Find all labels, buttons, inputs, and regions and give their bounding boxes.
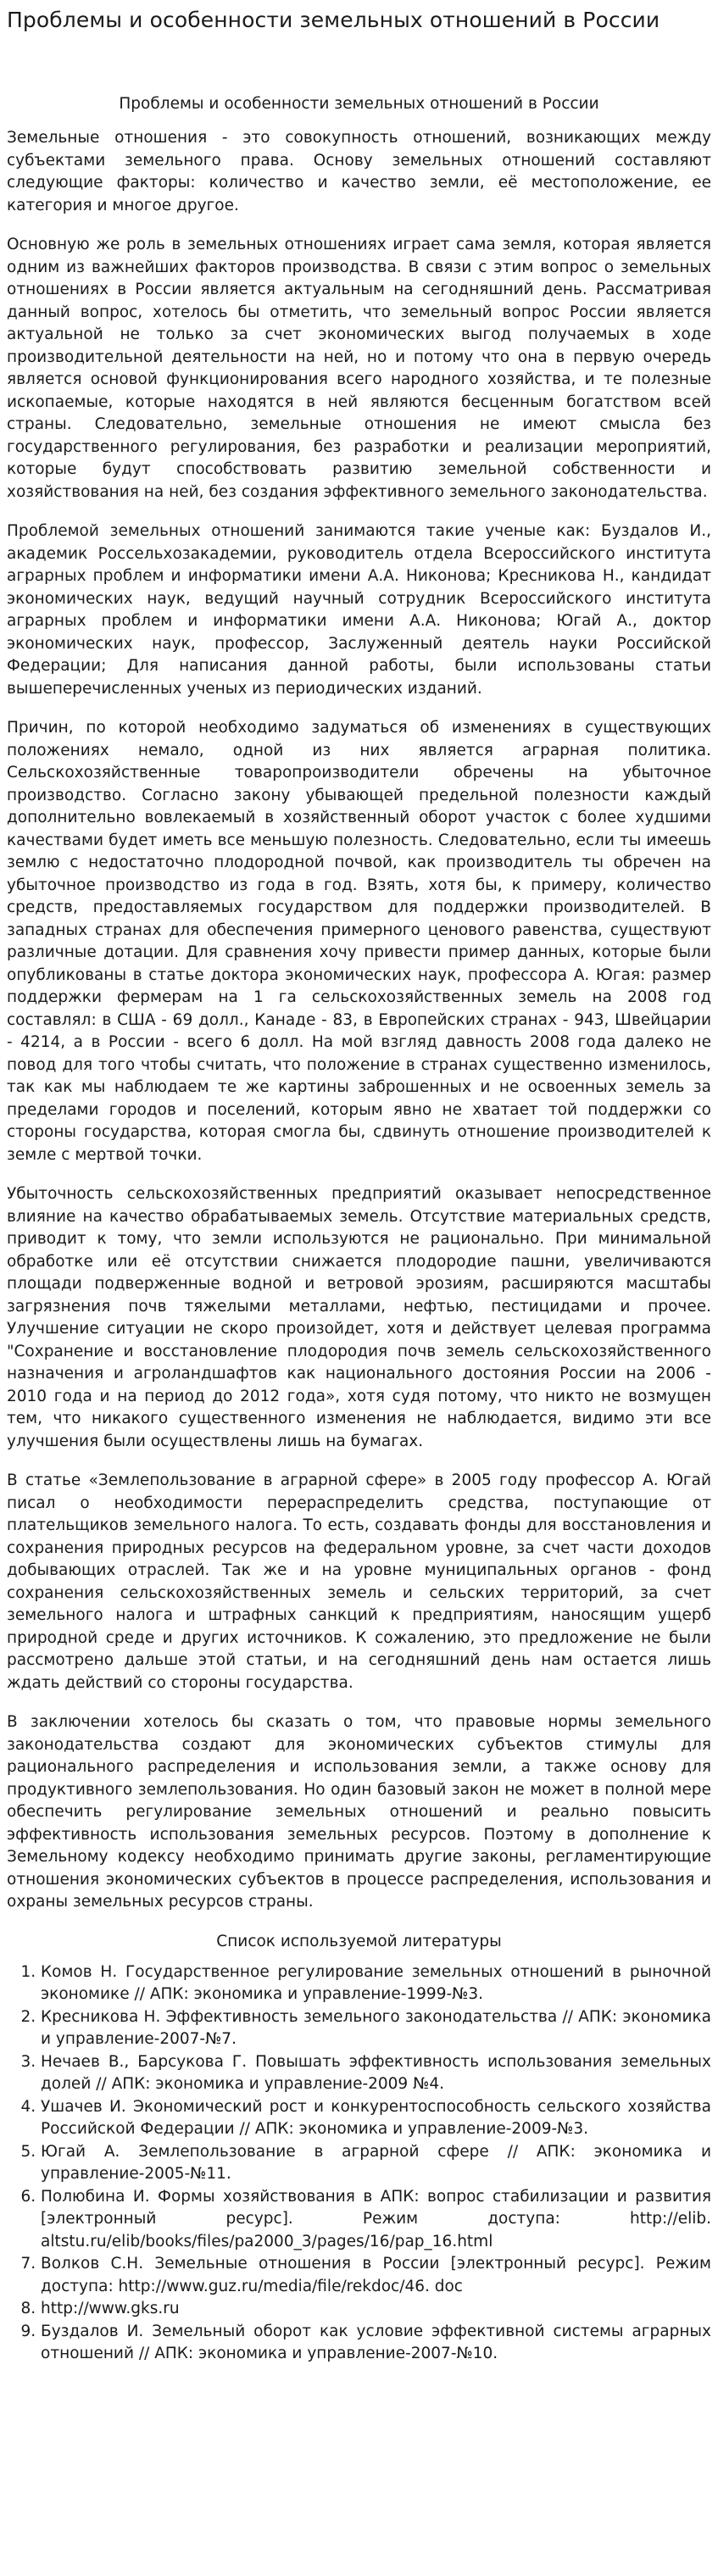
paragraph-land-tax: В статье «Землепользование в аграрной сфере» в 2005 году профессор А. Югай писал о необходимости перераспределить средства, поступающие от плательщиков земельного налога. То есть, создавать фонды для восстановления и сохранения природных ресурсов на федеральном уровне, за счет части доходов добывающих отраслей. Так же и на уровне муниципальных органов - фонд сохранения сельскохозяйственных земель и сельских территорий, за счет земельного налога и штрафных санкций к предприятиям, наносящим ущерб природной среде и других источников. К сожалению, это предложение не были рассмотрено дальше этой статьи, и на сегодняшний день нам остается лишь ждать действий со стороны государства. <box>7 1472 711 1692</box>
page-title: Проблемы и особенности земельных отношений в России <box>7 8 660 32</box>
reference-item: 3. Нечаев В., Барсукова Г. Повышать эффективность использования земельных долей // АПК: экономика и управление-2009 №4. <box>41 2051 711 2096</box>
page-header <box>0 0 718 58</box>
paragraph-definition: Земельные отношения - это совокупность отношений, возникающих между субъектами земельного права. Основу земельных отношений составляют следующие факторы: количество и качество земли, её местоположение, ее категория и многое другое. <box>7 129 711 214</box>
paragraph-role-of-land: Основную же роль в земельных отношениях играет сама земля, которая является одним из важнейших факторов производства. В связи с этим вопрос о земельных отношениях в России является актуальным на сегодняшний день. Рассматривая данный вопрос, хотелось бы отметить, что земельный вопрос России является актуальной не только за счет экономических выгод получаемых в ходе производительной деятельности на ней, но и потому что она в первую очередь является основой функционирования всего народного хозяйства, и те полезные ископаемые, которые находятся в ней являются бесценным богатством всей страны. Следовательно, земельные отношения не имеют смысла без государственного регулирования, без разработки и реализации мероприятий, которые будут способствовать развитию земельной собственности и хозяйствования на ней, без создания эффективного земельного законодательства. <box>7 236 711 501</box>
article-title: Проблемы и особенности земельных отношений в России <box>119 95 599 113</box>
paragraph-conclusion: В заключении хотелось бы сказать о том, что правовые нормы земельного законодательства создают для экономических субъектов стимулы для рационального распределения и использования земли, а также основу для продуктивного землепользования. Но один базовый закон не может в полной мере обеспечить регулирование земельных отношений и реально повысить эффективность использования земельных ресурсов. Поэтому в дополнение к Земельному кодексу необходимо принимать другие законы, регламентирующие отношения экономических субъектов в процессе распределения, использования и охраны земельных ресурсов страны. <box>7 1713 711 1911</box>
article-body <box>0 58 718 2576</box>
paragraph-agrarian-policy: Причин, по которой необходимо задуматься об изменениях в существующих положениях немало, одной из них является аграрная политика. Сельскохозяйственные товаропроизводители обречены на убыточное производство. Согласно закону убывающей предельной полезности каждый дополнительно вовлекаемый в хозяйственный оборот участок с более худшими качествами будет иметь все меньшую полезность. Следовательно, если ты имеешь землю с недостаточно плодородной почвой, как производитель ты обречен на убыточное производство из года в год. Взять, хотя бы, к примеру, количество средств, предоставляемых государством для поддержки производителей. В западных странах для обеспечения примерного ценового равенства, существуют различные дотации. Для сравнения хочу привести пример данных, которые были опубликованы в статье доктора экономических наук, профессора А. Югая: размер поддержки фермерам на 1 га сельскохозяйственных земель на 2008 год составлял: в США - 69 долл., Канаде - 83, в Европейских странах - 943, Швейцарии - 4214, а в России - всего 6 долл. На мой взгляд давность 2008 года далеко не повод для того чтобы считать, что положение в странах существенно изменилось, так как мы наблюдаем те же картины заброшенных и не освоенных земель за пределами городов и поселений, которым явно не хватает той поддержки со стороны государства, которая смогла бы, сдвинуть отношение производителей к земле с мертвой точки. <box>7 719 711 1164</box>
reference-item: 7. Волков С.Н. Земельные отношения в России [электронный ресурс]. Режим доступа: http://www.guz.ru/media/file/rekdoc/46. doc <box>41 2253 711 2298</box>
reference-item: 6. Полюбина И. Формы хозяйствования в АПК: вопрос стабилизации и развития [электронный ресурс]. Режим доступа: http://elib. altstu.ru/elib/books/files/pa2000_3/pages/16/pap_16.html <box>41 2186 711 2254</box>
reference-item: 1. Комов Н. Государственное регулирование земельных отношений в рыночной экономике // АПК: экономика и управление-1999-№3. <box>41 1961 711 2006</box>
paragraph-unprofitability: Убыточность сельскохозяйственных предприятий оказывает непосредственное влияние на качество обрабатываемых земель. Отсутствие материальных средств, приводит к тому, что земли используются не рационально. При минимальной обработке или её отсутствии снижается плодородие пашни, увеличиваются площади подверженные водной и ветровой эрозиям, расширяются масштабы загрязнения почв тяжелыми металлами, нефтью, пестицидами и прочее. Улучшение ситуации не скоро произойдет, хотя и действует целевая программа "Сохранение и восстановление плодородия почв земель сельскохозяйственного назначения и агроландшафтов как национального достояния России на 2006 - 2010 года и на период до 2012 года», хотя судя потому, что никто не возмущен тем, что никакого существенного изменения не наблюдается, видимо эти все улучшения были осуществлены лишь на бумагах. <box>7 1185 711 1450</box>
paragraph-scientists: Проблемой земельных отношений занимаются такие ученые как: Буздалов И., академик Россельхозакадемии, руководитель отдела Всероссийского института аграрных проблем и информатики имени А.А. Никонова; Кресникова Н., кандидат экономических наук, ведущий научный сотрудник Всероссийского института аграрных проблем и информатики имени А.А. Никонова; Югай А., доктор экономических наук, профессор, Заслуженный деятель науки Российской Федерации; Для написания данной работы, были использованы статьи вышеперечисленных ученых из периодических изданий. <box>7 522 711 698</box>
references-title: Список используемой литературы <box>216 1932 502 1950</box>
reference-item: 5. Югай А. Землепользование в аграрной сфере // АПК: экономика и управление-2005-№11. <box>41 2141 711 2186</box>
reference-item: 4. Ушачев И. Экономический рост и конкурентоспособность сельского хозяйства Российской Федерации // АПК: экономика и управление-2009-№3. <box>41 2096 711 2141</box>
references-list <box>7 1961 711 2366</box>
reference-item: 9. Буздалов И. Земельный оборот как условие эффективной системы аграрных отношений // АПК: экономика и управление-2007-№10. <box>41 2321 711 2366</box>
reference-item: 8. http://www.gks.ru <box>41 2298 711 2321</box>
reference-item: 2. Кресникова Н. Эффективность земельного законодательства // АПК: экономика и управление-2007-№7. <box>41 2006 711 2051</box>
